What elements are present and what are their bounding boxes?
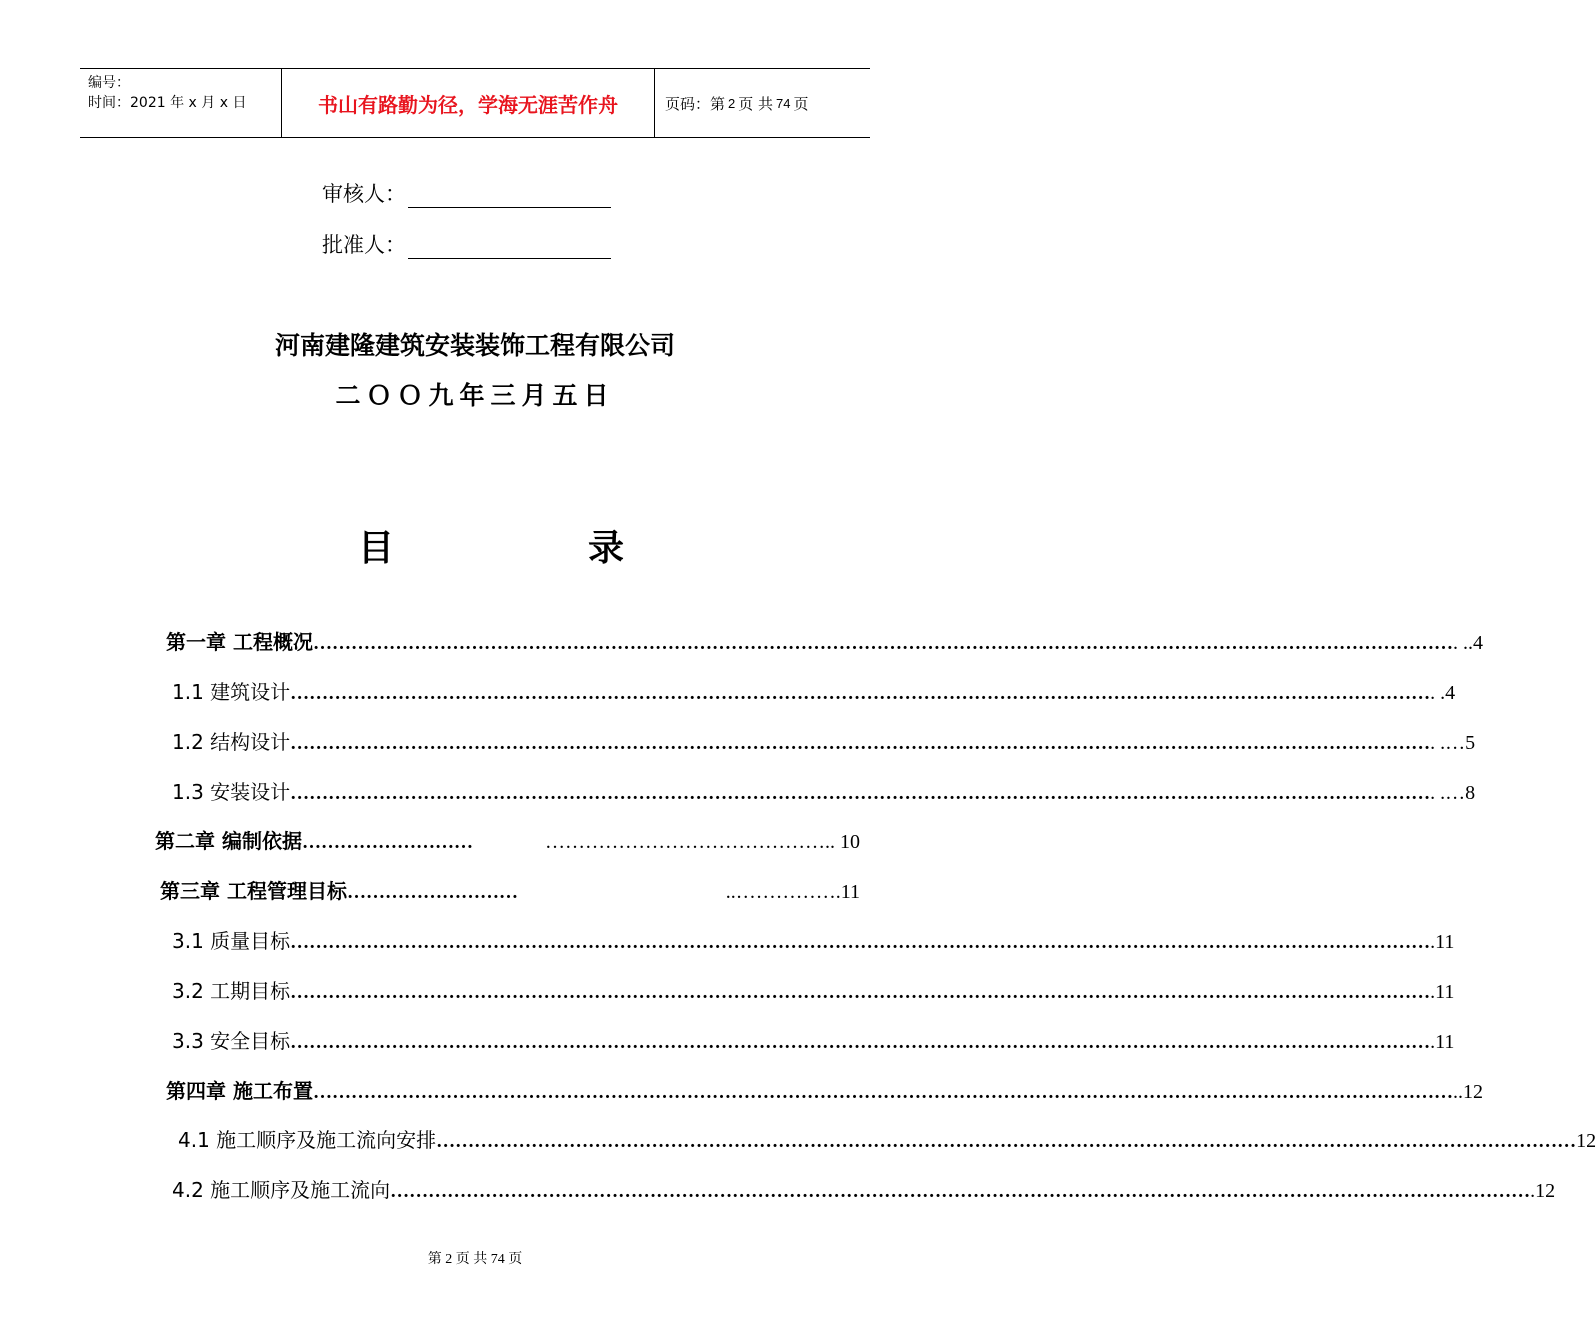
approver-signature-blank — [408, 236, 611, 259]
company-name: 河南建隆建筑安装装饰工程有限公司 — [274, 331, 675, 360]
toc-entry-label: 1.2 结构设计 — [172, 730, 291, 754]
toc-entry-label: 1.3 安装设计 — [172, 780, 291, 804]
toc-entry-leader: ……………………………………………………………………………………………………………………………………………………………… — [290, 733, 1431, 754]
reviewer-line — [322, 178, 611, 208]
toc-entry-label: 第三章 工程管理目标 — [160, 879, 347, 903]
toc-entry-leader: ……………………………………………………………………………………………………………………………………………………………… — [436, 1131, 1577, 1152]
header-motto: 书山有路勤为径，学海无涯苦作舟 — [282, 69, 655, 137]
footer-prefix: 第 — [427, 1252, 442, 1267]
approver-line — [322, 229, 611, 259]
toc-entry-leader: ……………………………………………………………………………………………………………………………………………………………… — [290, 1032, 1431, 1053]
toc-entry-leader: ……………………………………………………………………………………………………………………………………………………………… — [290, 783, 1431, 804]
toc-entry-label: 3.3 安全目标 — [172, 1029, 291, 1053]
document-time: 时间：2021 年 x 月 x 日 — [88, 95, 247, 111]
toc-entry-label: 第二章 编制依据 — [155, 829, 302, 853]
toc-entry-page: .11 — [1430, 1031, 1455, 1053]
toc-entry-label: 1.1 建筑设计 — [172, 680, 291, 704]
toc-entry[interactable] — [178, 1124, 1596, 1154]
footer-current: 2 — [445, 1252, 453, 1267]
toc-entry-page: 12 — [1576, 1130, 1596, 1152]
toc-entry-label: 4.2 施工顺序及施工流向 — [172, 1178, 391, 1202]
toc-entry-page: .12 — [1530, 1180, 1556, 1202]
toc-entry-leader: ……………………………………………………………………………………………………………………………………………………………… — [290, 932, 1431, 953]
toc-entry-page: .11 — [1430, 931, 1455, 953]
header-page-prefix: 页码：第 — [665, 94, 726, 113]
toc-title-right: 录 — [588, 528, 625, 569]
footer-total: 74 — [490, 1252, 505, 1267]
toc-entry[interactable] — [160, 875, 860, 905]
toc-entry-page: ..…………….11 — [725, 881, 860, 903]
toc-entry[interactable] — [166, 626, 1483, 656]
toc-entry-page: . .…5 — [1430, 732, 1476, 754]
header-page-current: 2 — [728, 95, 736, 111]
toc-entry[interactable] — [172, 1174, 1556, 1204]
toc-entry-page: . ..4 — [1452, 632, 1483, 654]
toc-entry-leader: ……………………………………………………………………………………………………………………………………………………………… — [290, 982, 1431, 1003]
header-page-suffix: 页 — [793, 94, 809, 113]
header-page-info — [655, 69, 870, 137]
page-footer — [0, 1248, 950, 1268]
header-page-total: 74 — [776, 95, 791, 111]
toc-entry-leader: ……………………… — [301, 832, 473, 853]
toc-entry-page: .11 — [1430, 981, 1455, 1003]
page-header — [80, 68, 870, 138]
toc-title-left: 目 — [358, 528, 395, 569]
toc-entry[interactable] — [155, 825, 860, 855]
toc-entry[interactable] — [172, 925, 1455, 955]
toc-entry-page: ..12 — [1452, 1081, 1483, 1103]
header-meta — [80, 69, 282, 137]
toc-entry-label: 第四章 施工布置 — [166, 1079, 313, 1103]
toc-entry-label: 4.1 施工顺序及施工流向安排 — [178, 1128, 437, 1152]
reviewer-signature-blank — [408, 185, 611, 208]
document-date: 二ＯＯ九年三月五日 — [335, 381, 615, 410]
toc-entry-leader: ……………………………………………………………………………………………………………………………………………………………… — [390, 1181, 1531, 1202]
toc-entry-page: . .4 — [1430, 682, 1456, 704]
toc-entry-leader: ……………………… — [346, 882, 518, 903]
toc-entry-label: 3.2 工期目标 — [172, 979, 291, 1003]
toc-entry-page: …………………………………….. 10 — [545, 831, 860, 853]
toc-entry[interactable] — [166, 1075, 1483, 1105]
toc-entry[interactable] — [172, 975, 1455, 1005]
document-number-label: 编号： — [88, 75, 130, 91]
toc-entry[interactable] — [172, 676, 1456, 706]
toc-entry-leader: ……………………………………………………………………………………………………………………………………………………………… — [290, 683, 1431, 704]
footer-suffix: 页 — [508, 1252, 523, 1267]
toc-entry-leader: ……………………………………………………………………………………………………………………………………………………………… — [312, 633, 1453, 654]
footer-middle: 页 共 — [455, 1252, 488, 1267]
header-page-middle: 页 共 — [738, 94, 774, 113]
toc-entry[interactable] — [172, 1025, 1455, 1055]
toc-entry-page: . .…8 — [1430, 782, 1476, 804]
reviewer-label: 审核人： — [322, 182, 406, 206]
approver-label: 批准人： — [322, 233, 406, 257]
toc-entry-leader: ……………………………………………………………………………………………………………………………………………………………… — [312, 1082, 1453, 1103]
toc-entry-label: 3.1 质量目标 — [172, 929, 291, 953]
toc-entry[interactable] — [172, 776, 1476, 806]
toc-entry[interactable] — [172, 726, 1476, 756]
toc-entry-label: 第一章 工程概况 — [166, 630, 313, 654]
